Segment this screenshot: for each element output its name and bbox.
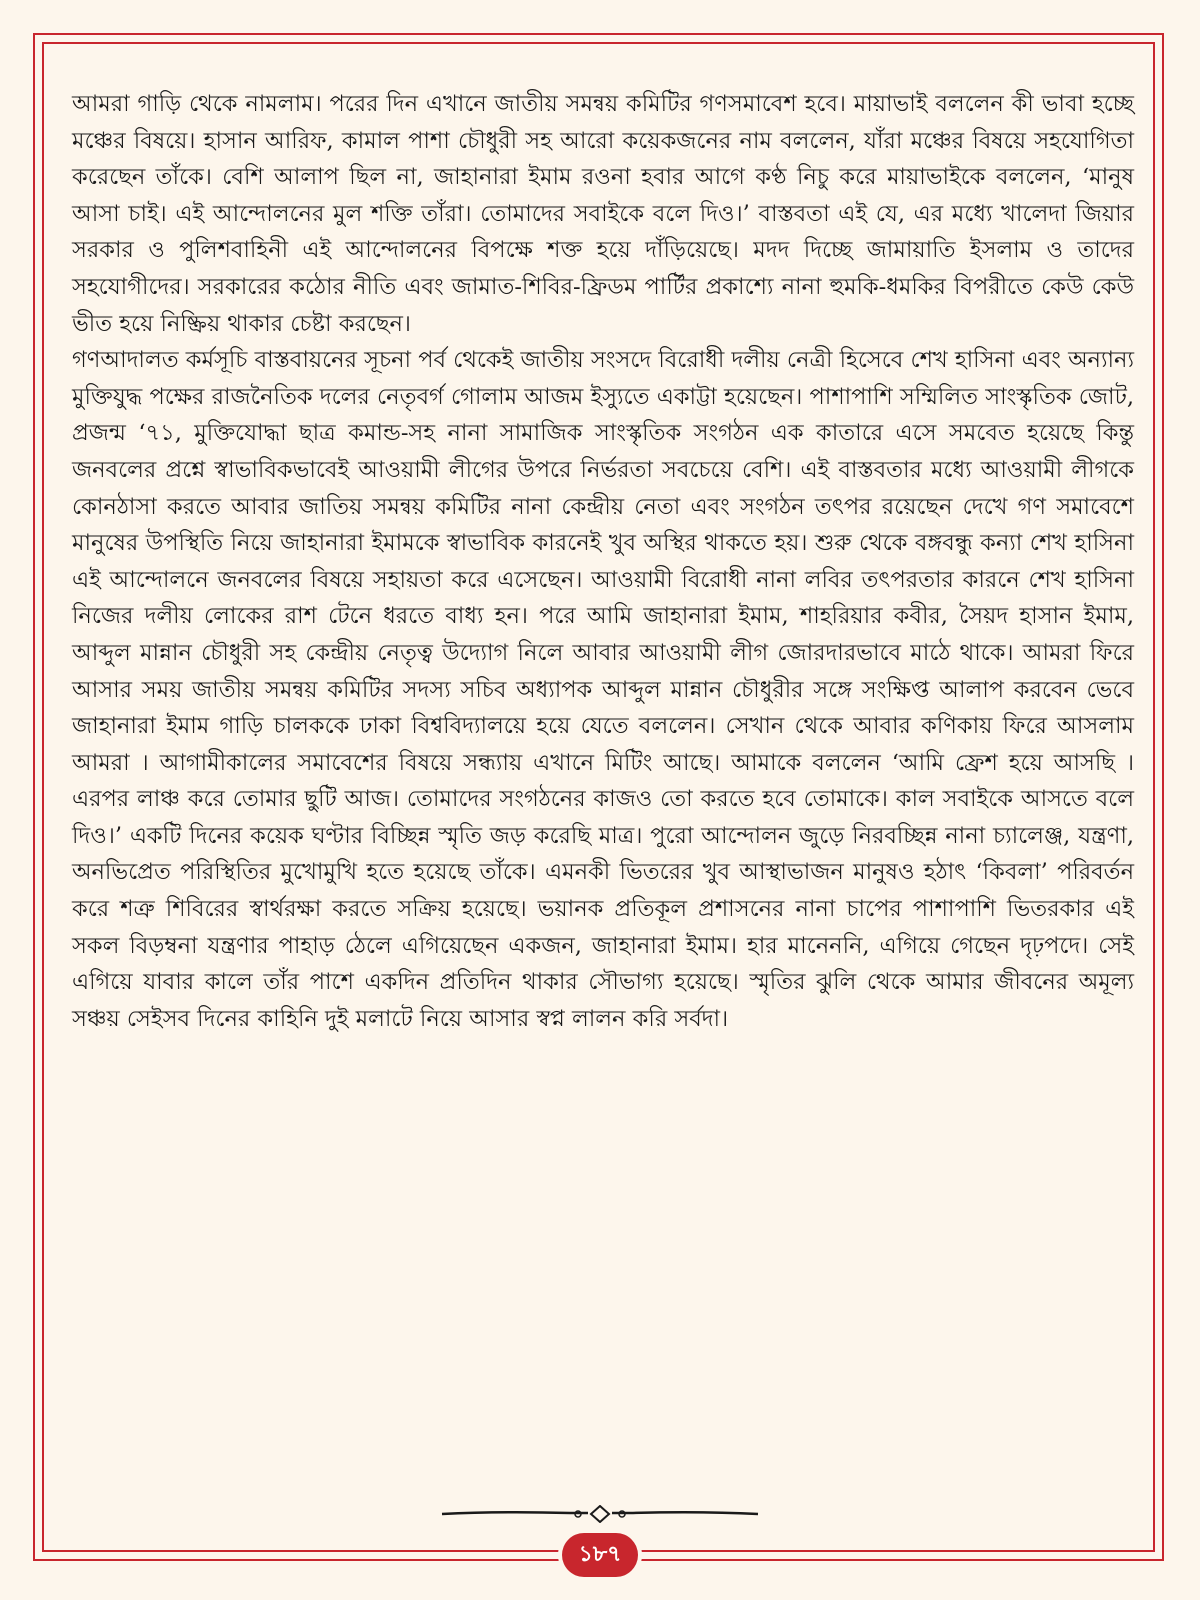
body-text	[72, 86, 1134, 1037]
paragraph-1: আমরা গাড়ি থেকে নামলাম। পরের দিন এখানে জাতীয় সমন্বয় কমিটির গণসমাবেশ হবে। মায়াভাই বললেন কী ভাবা হচ্ছে মঞ্চের বিষয়ে। হাসান আরিফ, কামাল পাশা চৌধুরী সহ আরো কয়েকজনের নাম বললেন, যাঁরা মঞ্চের বিষয়ে সহযোগিতা করেছেন তাঁকে। বেশি আলাপ ছিল না, জাহানারা ইমাম রওনা হবার আগে কণ্ঠ নিচু করে মায়াভাইকে বললেন, ‘মানুষ আসা চাই। এই আন্দোলনের মুল শক্তি তাঁরা। তোমাদের সবাইকে বলে দিও।’ বাস্তবতা এই যে, এর মধ্যে খালেদা জিয়ার সরকার ও পুলিশবাহিনী এই আন্দোলনের বিপক্ষে শক্ত হয়ে দাঁড়িয়েছে। মদদ দিচ্ছে জামায়াতি ইসলাম ও তাদের সহযোগীদের। সরকারের কঠোর নীতি এবং জামাত-শিবির-ফ্রিডম পার্টির প্রকাশ্যে নানা হুমকি-ধমকির বিপরীতে কেউ কেউ ভীত হয়ে নিষ্ক্রিয় থাকার চেষ্টা করছেন।	[72, 91, 1134, 337]
page-number-badge: ১৮৭	[562, 1533, 638, 1577]
divider-ornament-icon	[440, 1505, 760, 1523]
paragraph-2: গণআদালত কর্মসূচি বাস্তবায়নের সূচনা পর্ব থেকেই জাতীয় সংসদে বিরোধী দলীয় নেত্রী হিসেবে শেখ হাসিনা এবং অন্যান্য মুক্তিযুদ্ধ পক্ষের রাজনৈতিক দলের নেতৃবর্গ গোলাম আজম ইস্যুতে একাট্টা হয়েছেন। পাশাপাশি সম্মিলিত সাংস্কৃতিক জোট, প্রজন্ম ‘৭১, মুক্তিযোদ্ধা ছাত্র কমান্ড-সহ নানা সামাজিক সাংস্কৃতিক সংগঠন এক কাতারে এসে সমবেত হয়েছে কিন্তু জনবলের প্রশ্নে স্বাভাবিকভাবেই আওয়ামী লীগের উপরে নির্ভরতা সবচেয়ে বেশি। এই বাস্তবতার মধ্যে আওয়ামী লীগকে কোনঠাসা করতে আবার জাতিয় সমন্বয় কমিটির নানা কেন্দ্রীয় নেতা এবং সংগঠন তৎপর রয়েছেন দেখে গণ সমাবেশে মানুষের উপস্থিতি নিয়ে জাহানারা ইমামকে স্বাভাবিক কারনেই খুব অস্থির থাকতে হয়। শুরু থেকে বঙ্গবন্ধু কন্যা শেখ হাসিনা এই আন্দোলনে জনবলের বিষয়ে সহায়তা করে এসেছেন। আওয়ামী বিরোধী নানা লবির তৎপরতার কারনে শেখ হাসিনা নিজের দলীয় লোকের রাশ টেনে ধরতে বাধ্য হন। পরে আমি জাহানারা ইমাম, শাহরিয়ার কবীর, সৈয়দ হাসান ইমাম, আব্দুল মান্নান চৌধুরী সহ কেন্দ্রীয় নেতৃত্ব উদ্যোগ নিলে আবার আওয়ামী লীগ জোরদারভাবে মাঠে থাকে। আমরা ফিরে আসার সময় জাতীয় সমন্বয় কমিটির সদস্য সচিব অধ্যাপক আব্দুল মান্নান চৌধুরীর সঙ্গে সংক্ষিপ্ত আলাপ করবেন ভেবে জাহানারা ইমাম গাড়ি চালককে ঢাকা বিশ্ববিদ্যালয়ে হয়ে যেতে বললেন। সেখান থেকে আবার কণিকায় ফিরে আসলাম আমরা । আগামীকালের সমাবেশের বিষয়ে সন্ধ্যায় এখানে মিটিং আছে। আমাকে বললেন ‘আমি ফ্রেশ হয়ে আসছি । এরপর লাঞ্চ করে তোমার ছুটি আজ। তোমাদের সংগঠনের কাজও তো করতে হবে তোমাকে। কাল সবাইকে আসতে বলে দিও।’ একটি দিনের কয়েক ঘণ্টার বিচ্ছিন্ন স্মৃতি জড় করেছি মাত্র। পুরো আন্দোলন জুড়ে নিরবচ্ছিন্ন নানা চ্যালেঞ্জ, যন্ত্রণা, অনভিপ্রেত পরিস্থিতির মুখোমুখি হতে হয়েছে তাঁকে। এমনকী ভিতরের খুব আস্থাভাজন মানুষও হঠাৎ ‘কিবলা’ পরিবর্তন করে শত্রু শিবিরের স্বার্থরক্ষা করতে সক্রিয় হয়েছে। ভয়ানক প্রতিকূল প্রশাসনের নানা চাপের পাশাপাশি ভিতরকার এই সকল বিড়ম্বনা যন্ত্রণার পাহাড় ঠেলে এগিয়েছেন একজন, জাহানারা ইমাম। হার মানেননি, এগিয়ে গেছেন দৃঢ়পদে। সেই এগিয়ে যাবার কালে তাঁর পাশে একদিন প্রতিদিন থাকার সৌভাগ্য হয়েছে। স্মৃতির ঝুলি থেকে আমার জীবনের অমূল্য সঞ্চয় সেইসব দিনের কাহিনি দুই মলাটে নিয়ে আসার স্বপ্ন লালন করি সর্বদা।	[72, 347, 1134, 1032]
